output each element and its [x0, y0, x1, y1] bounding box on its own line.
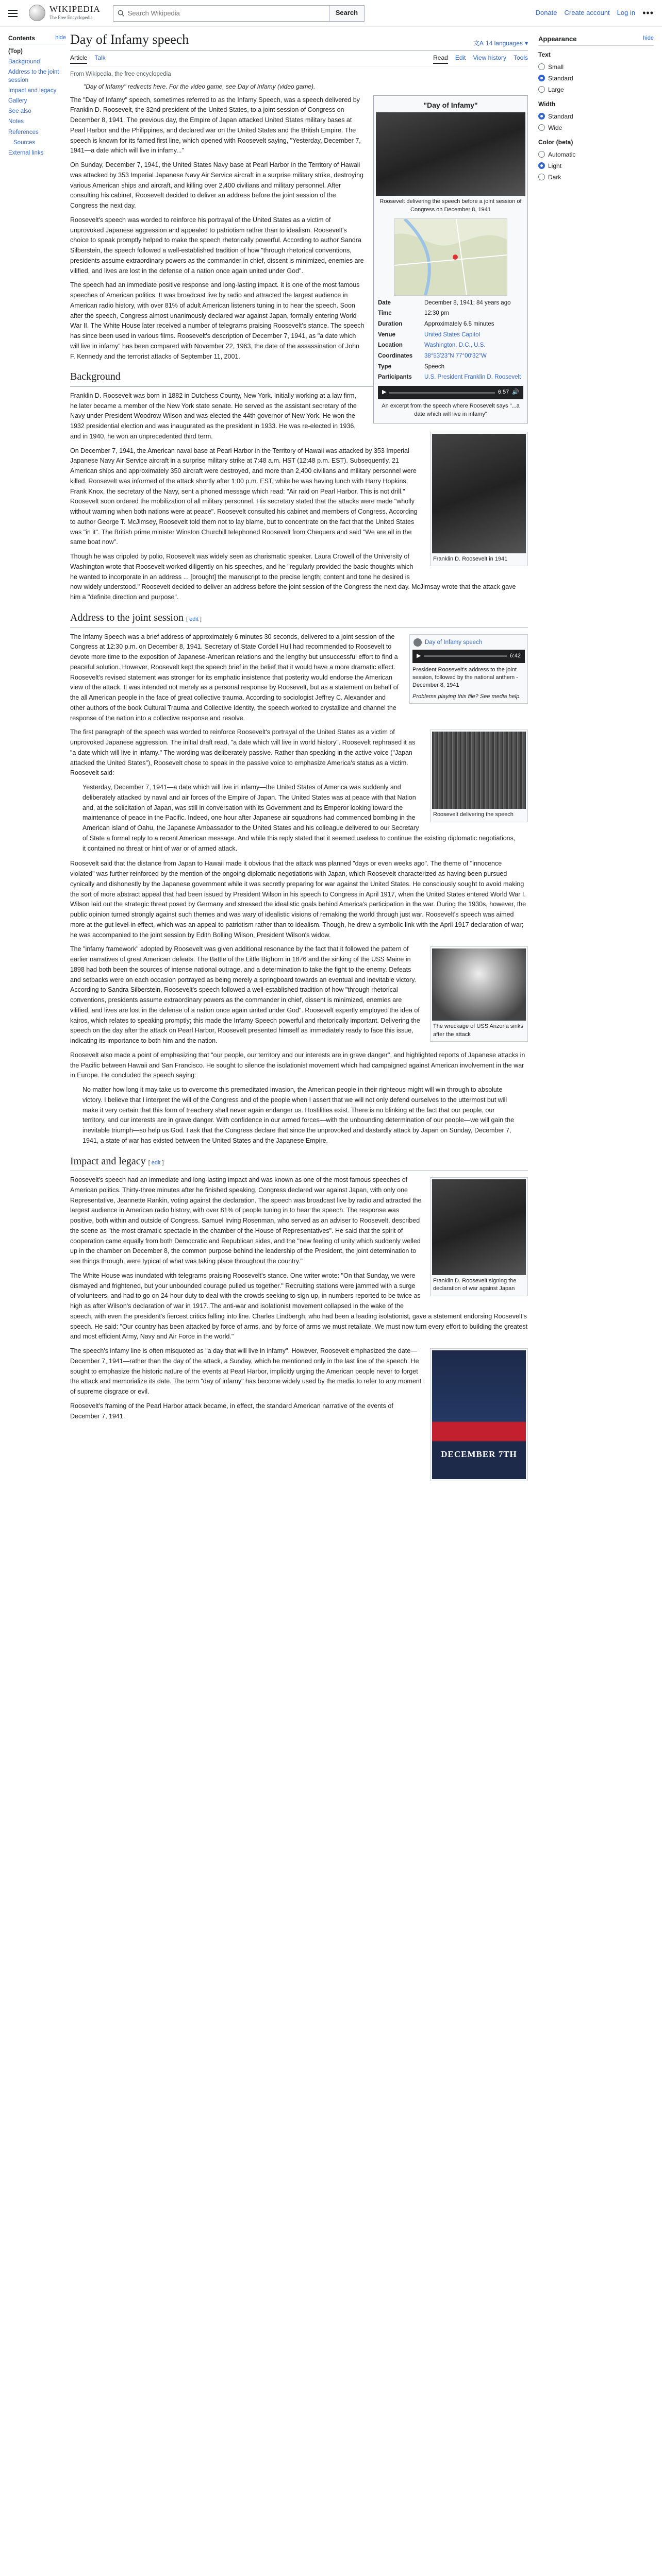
infobox-row-type: [376, 362, 525, 372]
row-value[interactable]: Washington, D.C., U.S.: [424, 342, 486, 349]
background-paragraph-2: On December 7, 1941, the American naval base at Pearl Harbor in the Territory of Hawaii was attacked by 353 Imperial Japanese Navy Air Service aircraft in a surprise military strike at 7:48 a.m. HST (12:48 p.m. EST). Subsequently, 21 American ships and approximately 350 aircraft were destroyed, and more than 2,400 civilians and military personnel were killed. Roosevelt was informed of the attack shortly after 1:00 p.m. EST, while he was having lunch with Harry Hopkins, Frank Knox, the secretary of the Navy, sent a phoned message which read: "Air raid on Pearl Harbor. This is not drill." Roosevelt soon ordered the mobilization of all military personnel. His secretary stated that the attacks were made "wholly without warning when both nations were at peace". Roosevelt consulted his cabinet and members of Congress. According to author George T. McJimsey, Roosevelt told them not to lay blame, but to concentrate on the fact that the United States was "in it". The British prime minister Winston Churchill telephoned Roosevelt from Chequers and said "We are all in the same boat now".: [70, 447, 418, 546]
search-input[interactable]: [128, 9, 325, 17]
address-paragraph-2: The first paragraph of the speech was worded to reinforce Roosevelt's portrayal of the United States as a victim of unprovoked Japanese aggression. The initial draft read, "a date which will live in world history". Roosevelt rephrased it as "a date which will live in infamy." The wording was deliberately passive. Rather than speaking in the active voice ("Japan attacked the United States"), Roosevelt chose to speak in the passive voice to emphasize America's status as a victim. Roosevelt said:: [70, 728, 416, 777]
radio-label: Light: [548, 162, 562, 170]
row-key: Time: [378, 310, 392, 317]
search-icon: [118, 10, 125, 17]
row-value[interactable]: United States Capitol: [424, 331, 481, 338]
tab-talk[interactable]: Talk: [94, 54, 106, 61]
text-size-standard[interactable]: [538, 73, 654, 84]
speech-quote-1: Yesterday, December 7, 1941—a date which will live in infamy—the United States of America was suddenly and deliberately attacked by naval and air forces of the Empire of Japan. The United States was at peace with that Nation and, at the solicitation of Japan, was still in conversation with its Government and its Emperor looking toward the maintenance of peace in the Pacific. Indeed, one hour after Japanese air squadrons had commenced bombing in the American island of Oahu, the Japanese Ambassador to the United States and his colleague delivered to our Secretary of State a formal reply to a recent American message. And while this reply stated that it seemed useless to continue the existing diplomatic negotiations, it contained no threat or hint of war or of armed attack.: [82, 784, 516, 852]
toc-item-impact[interactable]: Impact and legacy: [8, 88, 57, 94]
photo-caption: Franklin D. Roosevelt signing the declaration of war against Japan: [433, 1278, 517, 1292]
radio-label: Automatic: [548, 150, 576, 158]
section-title: Background: [70, 371, 121, 383]
row-key: Duration: [378, 321, 403, 328]
row-value[interactable]: U.S. President Franklin D. Roosevelt: [424, 374, 521, 381]
location-marker-icon: [453, 255, 458, 260]
radio-label: Standard: [548, 74, 573, 82]
page-tabs: [70, 53, 528, 66]
photo-caption: Franklin D. Roosevelt in 1941: [433, 555, 508, 562]
impact-paragraph-3: The speech's infamy line is often misquoted as "a day that will live in infamy". However, Roosevelt emphasized the date—December 7, 1941—rather than the day of the attack, a Sunday, which he mentioned only in the last line of the speech. He sought to emphasize the historic nature of the events at Pearl Harbor, implicitly urging the American people never to forget the attack and memorialize its date. The term "day of infamy" has become widely used by the media to refer to any moment of supreme disgrace or evil.: [70, 1347, 422, 1396]
speech-photo[interactable]: [432, 732, 526, 809]
address-paragraph-4: The "infamy framework" adopted by Roosevelt was given additional resonance by the fact that it followed the pattern of earlier narratives of great American defeats. The Battle of the Little Bighorn in 1876 and the sinking of the USS Maine in 1898 had both been the sources of intense national outrage, and a determination to take the fight to the enemy. Defeats and setbacks were on each occasion portrayed as being merely a springboard towards an eventual and inevitable victory. According to Sandra Silberstein, Roosevelt's speech followed a well-established tradition of how "through rhetorical conventions, presidents assume extraordinary powers as the commander in chief, dissent is minimized, enemies are vilified, and lives are lost in the defense of a nation once again united under God". Roosevelt expertly employed the idea of kairos, which relates to speaking promptly; this made the Infamy Speech powerful and rhetorically important. Delivering the speech on the day after the attack on Pearl Harbor, Roosevelt presented himself as immediately ready to face this issue, indicating its importance to both him and the nation.: [70, 945, 420, 1044]
search-button[interactable]: Search: [329, 5, 365, 22]
signing-photo-box: [430, 1177, 528, 1296]
text-size-small[interactable]: [538, 61, 654, 73]
background-paragraph-3: Though he was crippled by polio, Roosevelt was widely seen as charismatic speaker. Laura Crowell of the University of Washington wrote that Roosevelt worked diligently on his speeches, and he "regularly provided the basic thoughts which he wanted to incorporate in an address ... [brought] the manuscript to the precise length; content and tone he desired is now widely understood." Roosevelt decided to deliver an address before the joint session of the Congress the next day. McJimsay wrote that the attack gave him a "definite direction and purpose".: [70, 553, 516, 601]
row-key: Date: [378, 299, 391, 306]
table-of-contents: [8, 34, 66, 158]
radio-label: Standard: [548, 112, 573, 120]
section-heading-address: [70, 610, 528, 628]
intro-paragraph-4: The speech had an immediate positive response and long-lasting impact. It is one of the most famous speeches of American politics. It was broadcast live by radio and attracted the largest audience in American radio history, with over 81% of adult American listeners tuning in to hear the speech. Soon after the speech, Congress almost unanimously declared war against Japan, formally entering World War II. The White House later received a number of telegrams praising Roosevelt's stance. The speech has since been used in various films. Roosevelt's description of December 7, 1941, as "a date which will live in infamy" has been compared with November 22, 1963, the date of the assassination of John F. Kennedy and the terrorist attacks of September 11, 2001.: [70, 281, 365, 360]
impact-paragraph-4: Roosevelt's framing of the Pearl Harbor attack became, in effect, the standard American narrative of the events of December 7, 1941.: [70, 1402, 393, 1420]
row-value[interactable]: 38°53′23″N 77°00′32″W: [424, 353, 487, 360]
width-wide[interactable]: [538, 122, 654, 133]
translate-icon: 文A: [473, 39, 484, 47]
row-value: Speech: [424, 363, 445, 370]
address-paragraph-1: The Infamy Speech was a brief address of approximately 6 minutes 30 seconds, delivered to a joint session of the Congress at 12:30 p.m. on December 8, 1941. Secretary of State Cordell Hull had recommended to Roosevelt to devote more time to the exposition of Japanese-American relations and the lengthy but unsuccessful effort to find a peaceful solution. However, Roosevelt kept the speech brief in the belief that it would have a more dramatic effect. Roosevelt's revised statement was stronger for its emphatic insistence that posterity would endorse the American view of the attack. It was intended not merely as a personal response by Roosevelt, but as a statement on behalf of the all American people in the face of great collective trauma. According to sociologist Jeffrey C. Alexander and other authors of the book Cultural Trauma and Collective Identity, the speech worked to crystallize and channel the response of the nation into a collective response and resolve.: [70, 633, 399, 722]
color-automatic[interactable]: [538, 149, 654, 160]
row-key: Type: [378, 363, 391, 370]
map-drawing: [394, 219, 507, 295]
infobox-row-venue: [376, 330, 525, 341]
row-key: Participants: [378, 374, 412, 381]
logo-subtitle: The Free Encyclopedia: [49, 15, 93, 21]
signing-photo[interactable]: [432, 1179, 526, 1275]
audio-player[interactable]: [378, 386, 523, 399]
create-account-link[interactable]: Create account: [564, 9, 610, 17]
impact-paragraph-2: The White House was inundated with telegrams praising Roosevelt's stance. One writer wrote: "On that Sunday, we were dismayed and frightened, but your unbounded courage pulled us together." Recruiting stations were jammed with a surge of volunteers, and had to go on 24-hour duty to deal with the crowds seeking to sign up, in numbers reported to be twice as high as after Wilson's declaration of war in 1917. The anti-war and isolationist movement collapsed in the wake of the speech, with even the president's fiercest critics falling into line. Charles Lindbergh, who had been a leading isolationist, gave a statement endorsing Roosevelt's speech. He said: "Our country has been attacked by force of arms, and by force of arms we must retaliate. We must now turn every effort to building the greatest and most efficient Army, Navy and Air Force in the world.": [70, 1272, 528, 1341]
tagline: From Wikipedia, the free encyclopedia: [70, 71, 171, 77]
toc-heading: [8, 34, 66, 44]
toc-item-address[interactable]: Address to the joint session: [8, 69, 59, 84]
background-paragraph-1: Franklin D. Roosevelt was born in 1882 in Dutchess County, New York. Initially working at a law firm, he later became a member of the New York state senate. He served as the assistant secretary of the Navy under President Woodrow Wilson and was elected the 44th governor of New York. He won the 1932 presidential election and was inaugurated as the president in 1933. He was re-elected in 1936, and in 1940, he won an unprecedented third term.: [70, 392, 357, 440]
location-map[interactable]: [394, 218, 507, 296]
radio-label: Large: [548, 86, 564, 93]
speech-photo-box: [430, 730, 528, 822]
text-size-label: Text: [538, 50, 551, 58]
arizona-photo[interactable]: [432, 948, 526, 1021]
row-key: Coordinates: [378, 353, 413, 360]
remember-poster[interactable]: [432, 1350, 526, 1479]
text-size-large[interactable]: [538, 84, 654, 95]
impact-paragraph-1: Roosevelt's speech had an immediate and long-lasting impact and was known as one of the most famous speeches of American politics. Thirty-three minutes after he finished speaking, Congress declared war against Japan, with only one Representative, Jeannette Rankin, voting against the declaration. The speech was broadcast live by radio and attracted the largest audience in American radio history, with over 81% of people tuning in to hear the speech. The response was positive, both within and outside of Congress. Samuel Irving Rosenman, who served as an adviser to Roosevelt, described the scene as "the most dramatic spectacle in the chamber of the House of Representatives". He said that the spirit of cooperation came equally from both Democratic and Republican sides, and the "new feeling of unity which suddenly welled up in the chamber on December 8, the common purpose behind the leadership of the President, the joint determination to see things through, were typical of what was taking place throughout the country.": [70, 1176, 422, 1265]
tab-read[interactable]: Read: [433, 53, 448, 64]
radio-button[interactable]: [538, 124, 545, 131]
color-dark[interactable]: [538, 172, 654, 183]
appearance-heading: [538, 34, 654, 46]
infobox-image-caption: Roosevelt delivering the speech before a joint session of Congress on December 8, 1941: [379, 198, 522, 213]
radio-button[interactable]: [538, 113, 545, 120]
wikipedia-logo[interactable]: [29, 5, 101, 21]
radio-label: Dark: [548, 173, 561, 181]
section-heading-impact: [70, 1154, 528, 1172]
infobox-image[interactable]: [376, 112, 525, 196]
title-row: [70, 31, 528, 51]
row-key: Venue: [378, 331, 395, 338]
toc-item-background[interactable]: Background: [8, 58, 40, 65]
audio-file-icon: [413, 638, 422, 647]
page-title: Day of Infamy speech: [70, 32, 189, 47]
section-title: Impact and legacy: [70, 1155, 146, 1167]
width-standard[interactable]: [538, 111, 654, 122]
language-button[interactable]: [473, 39, 528, 48]
volume-icon[interactable]: 🔊: [512, 389, 519, 396]
logo-title: WIKIPEDIA: [49, 4, 101, 14]
audio-file-header: [411, 636, 526, 649]
radio-button[interactable]: [538, 151, 545, 158]
row-value: 12:30 pm: [424, 310, 449, 317]
radio-button[interactable]: [538, 86, 545, 93]
site-header: [0, 0, 662, 27]
radio-button[interactable]: [538, 75, 545, 81]
infobox-row-coordinates: [376, 351, 525, 362]
arizona-photo-box: [430, 946, 528, 1042]
toc-title: Contents: [8, 35, 35, 42]
poster-box: [430, 1348, 528, 1481]
hatnote: "Day of Infamy" redirects here. For the video game, see Day of Infamy (video game).: [84, 83, 316, 91]
tab-tools[interactable]: Tools: [513, 54, 528, 61]
appearance-title: Appearance: [538, 35, 577, 43]
edit-section: [ edit ]: [186, 616, 202, 622]
main-content: [70, 31, 528, 1487]
audio-file-title[interactable]: Day of Infamy speech: [425, 639, 483, 646]
audio-caption: An excerpt from the speech where Roosevelt says "...a date which will live in infamy": [382, 403, 520, 418]
player-time: 6:42: [509, 652, 521, 659]
radio-label: Wide: [548, 124, 562, 131]
progress-bar[interactable]: [424, 655, 506, 657]
radio-button[interactable]: [538, 162, 545, 169]
more-options-icon[interactable]: •••: [642, 8, 654, 19]
row-key: Location: [378, 342, 403, 349]
play-icon[interactable]: ▶: [417, 652, 421, 659]
search-box: [113, 5, 329, 22]
row-value: December 8, 1941; 84 years ago: [424, 299, 511, 306]
toc-item-gallery[interactable]: Gallery: [8, 98, 27, 105]
toc-item-notes[interactable]: Notes: [8, 118, 24, 125]
edit-link[interactable]: edit: [189, 616, 198, 622]
color-label: Color (beta): [538, 138, 573, 146]
speech-quote-2: No matter how long it may take us to overcome this premeditated invasion, the American people in their righteous might will win through to absolute victory. I believe that I interpret the will of the Congress and of the people when I assert that we will not only defend ourselves to the uttermost but will make it very certain that this form of treachery shall never again endanger us. Hostilities exist. There is no blinking at the fact that our people, our territory, and our interests are in grave danger. With confidence in our armed forces—with the unbounding determination of our people—we will gain the inevitable triumph—so help us God. I ask that the Congress declare that since the unprovoked and dastardly attack by Japan on Sunday, December 7, 1941, a state of war has existed between the United States and the Japanese Empire.: [82, 1086, 515, 1144]
audio-file-caption: President Roosevelt's address to the joint session, followed by the national anthem - December 8, 1941: [412, 666, 518, 689]
wikipedia-globe-icon: [29, 5, 45, 21]
article-body: [70, 95, 528, 1460]
user-links: [536, 6, 654, 21]
toc-hide-button[interactable]: hide: [55, 35, 66, 41]
address-paragraph-3: Roosevelt said that the distance from Japan to Hawaii made it obvious that the attack was planned "days or even weeks ago". The theme of "innocence violated" was further reinforced by the mention of the ongoing diplomatic negotiations with Japan, which Roosevelt characterized as having been pursued cynically and dishonestly by the Japanese government while it was secretly preparing for war against the United States. He consciously sought to avoid making the sort of more abstract appeal that had been issued by President Wilson in his speech to Congress in April 1917, when the United States entered World War I. Wilson laid out the strategic threat posed by Germany and stressed the idealistic goals behind America's participation in the war. During the 1930s, however, the public opinion turned strongly against such themes and was wary of idealistic visions of remaking the world through just war. Roosevelt's speech was aimed more at the gut level-in effect, which was an appeal to patriotism rather than to idealism. Though, he drew a symbolic link with the April 1917 declaration of war; he was accompanied to the joint session by Edith Bolling Wilson, President Wilson's widow.: [70, 860, 526, 939]
poster-text: DECEMBER 7TH: [441, 1449, 517, 1460]
infobox-title: "Day of Infamy": [423, 100, 478, 109]
edit-section: [ edit ]: [148, 1159, 164, 1166]
width-label: Width: [538, 100, 556, 108]
appearance-panel: [538, 34, 654, 183]
main-menu-button[interactable]: [8, 6, 23, 21]
roosevelt-photo[interactable]: [432, 434, 526, 553]
tab-edit[interactable]: Edit: [455, 54, 466, 61]
radio-button[interactable]: [538, 174, 545, 180]
color-light[interactable]: [538, 160, 654, 172]
intro-paragraph-3: Roosevelt's speech was worded to reinforce his portrayal of the United States as a victim of unprovoked Japanese aggression and appealed to patriotism rather than to idealism. Roosevelt's choice to speak promptly helped to make the speech rhetorically powerful. According to author Sandra Silberstein, the speech followed a well-established tradition of how "through rhetorical conventions, presidents assume extraordinary powers as the commander in chief, dissent is minimized, enemies are vilified, and lives are lost in the defense of a nation once again united under God".: [70, 216, 364, 275]
infobox: [373, 95, 528, 423]
intro-paragraph-2: On Sunday, December 7, 1941, the United States Navy base at Pearl Harbor in the Territory of Hawaii was attacked by 353 Imperial Japanese Navy Air Service aircraft in a surprise military strike, destroying various American ships and aircraft, and killing over 2,400 civilians and military personnel. After consulting his cabinet, Roosevelt decided to deliver an address before the joint session of the Congress the next day.: [70, 161, 363, 210]
toc-item-sources[interactable]: Sources: [13, 139, 36, 146]
photo-caption: The wreckage of USS Arizona sinks after the attack: [433, 1023, 523, 1038]
audio-help-text: Problems playing this file? See media help.: [412, 693, 521, 700]
toc-item-see-also[interactable]: See also: [8, 108, 31, 115]
intro-paragraph-1: The "Day of Infamy" speech, sometimes referred to as the Infamy Speech, was a speech delivered by Franklin D. Roosevelt, the 32nd president of the United States, to a joint session of Congress on December 8, 1941. The previous day, the Empire of Japan attacked United States military bases at Pearl Harbor and the Philippines, and declared war on the United States and the British Empire. The speech is known for its famed first line, which opened with Roosevelt saying, "Yesterday, December 7, 1941—a date which will live in infamy...": [70, 96, 361, 155]
edit-link[interactable]: edit: [151, 1159, 161, 1166]
radio-button[interactable]: [538, 63, 545, 70]
audio-file-box: [409, 634, 528, 704]
radio-label: Small: [548, 63, 564, 71]
tab-view-history[interactable]: View history: [473, 54, 506, 61]
toc-item-references[interactable]: References: [8, 129, 39, 135]
infobox-row-participants: [376, 372, 525, 383]
row-value: Approximately 6.5 minutes: [424, 321, 494, 328]
section-title: Address to the joint session: [70, 612, 184, 623]
toc-item-external-links[interactable]: External links: [8, 149, 44, 156]
toc-item-top[interactable]: (Top): [8, 48, 23, 55]
chevron-down-icon: ▾: [524, 39, 528, 47]
play-icon[interactable]: ▶: [382, 389, 387, 396]
tab-article[interactable]: Article: [70, 53, 87, 64]
photo-caption: Roosevelt delivering the speech: [433, 811, 514, 818]
donate-link[interactable]: Donate: [535, 9, 557, 17]
address-paragraph-5: Roosevelt also made a point of emphasizing that "our people, our territory and our interests are in grave danger", and highlighted reports of Japanese attacks in the Pacific between Hawaii and San Francisco. He sought to silence the isolationist movement which had campaigned against American involvement in the war in Europe. He concluded the speech saying:: [70, 1051, 525, 1079]
audio-player-2[interactable]: [412, 650, 525, 663]
infobox-row-duration: [376, 319, 525, 330]
infobox-row-date: [376, 298, 525, 309]
roosevelt-photo-box: [430, 432, 528, 566]
appearance-hide-button[interactable]: hide: [643, 35, 654, 41]
progress-bar[interactable]: [389, 392, 494, 394]
login-link[interactable]: Log in: [617, 9, 636, 17]
infobox-row-location: [376, 340, 525, 351]
player-time: 6:57: [498, 389, 509, 396]
infobox-row-time: [376, 308, 525, 319]
language-count: 14 languages: [485, 39, 523, 47]
